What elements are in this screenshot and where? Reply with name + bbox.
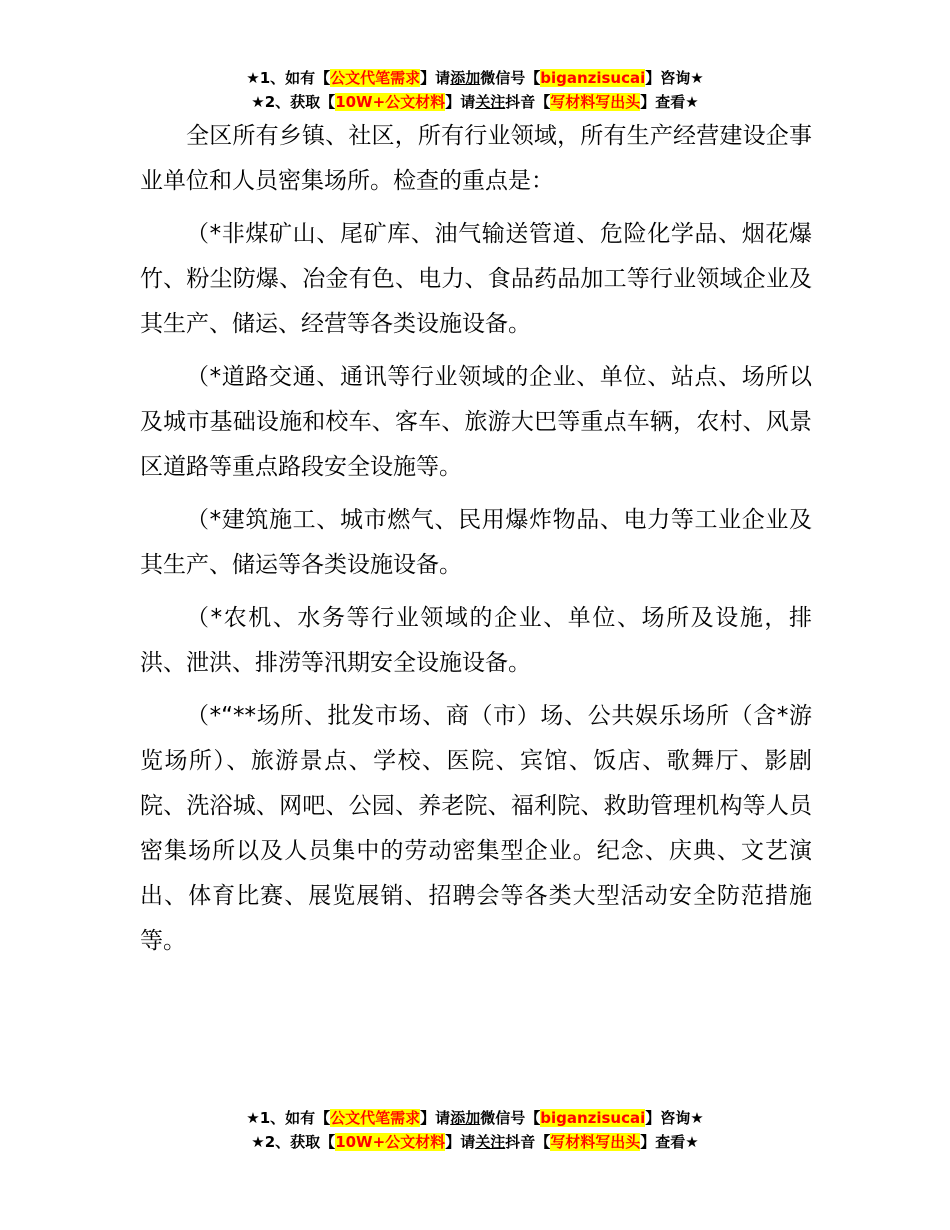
banner-text: 】请: [445, 93, 476, 111]
highlight-service: 公文代笔需求: [330, 1109, 421, 1127]
banner-line-1: [0, 66, 950, 90]
banner-emphasis: 关注: [475, 93, 506, 111]
banner-text: 】请: [420, 1109, 451, 1127]
paragraph-item: （*道路交通、通讯等行业领域的企业、单位、站点、场所以及城市基础设施和校车、客车、旅游大巴等重点车辆，农村、风景区道路等重点路段安全设施等。: [140, 364, 812, 480]
banner-text: 】查看★: [640, 1133, 699, 1151]
banner-text: 】请: [420, 69, 451, 87]
document-body: [140, 114, 812, 972]
paragraph-scope: 全区所有乡镇、社区，所有行业领域，所有生产经营建设企事业单位和人员密集场所。检查的重点是：: [140, 123, 812, 194]
highlight-service: 公文代笔需求: [330, 69, 421, 87]
banner-text: ★2、获取【: [251, 1133, 336, 1151]
paragraph-item: （*“**场所、批发市场、商（市）场、公共娱乐场所（含*游览场所）、旅游景点、学校、医院、宾馆、饭店、歌舞厅、影剧院、洗浴城、网吧、公园、养老院、福利院、救助管理机构等人员密集场所以及人员集中的劳动密集型企业。纪念、庆典、文艺演出、体育比赛、展览展销、招聘会等各类大型活动安全防范措施等。: [140, 703, 812, 954]
paragraph-item: （*农机、水务等行业领域的企业、单位、场所及设施，排洪、泄洪、排涝等汛期安全设施设备。: [140, 605, 812, 676]
banner-text: 】请: [445, 1133, 476, 1151]
banner-emphasis: 添加: [450, 1109, 481, 1127]
banner-text: ★1、如有【: [246, 1109, 331, 1127]
banner-text: 】咨询★: [645, 69, 704, 87]
paragraph-item: （*非煤矿山、尾矿库、油气输送管道、危险化学品、烟花爆竹、粉尘防爆、冶金有色、电力、食品药品加工等行业领域企业及其生产、储运、经营等各类设施设备。: [140, 221, 812, 337]
banner-text: 抖音【: [505, 1133, 551, 1151]
banner-emphasis: 添加: [450, 69, 481, 87]
banner-text: 微信号【: [480, 1109, 541, 1127]
footer-banner: [0, 1106, 950, 1154]
banner-text: ★1、如有【: [246, 69, 331, 87]
highlight-douyin-account: 写材料写出头: [550, 93, 641, 111]
banner-text: 】咨询★: [645, 1109, 704, 1127]
highlight-materials: 10W+公文材料: [335, 93, 446, 111]
banner-text: 微信号【: [480, 69, 541, 87]
banner-text: 抖音【: [505, 93, 551, 111]
banner-line-2: [0, 1130, 950, 1154]
highlight-wechat-id: biganzisucai: [540, 1109, 646, 1127]
highlight-wechat-id: biganzisucai: [540, 69, 646, 87]
header-banner: [0, 66, 950, 114]
banner-line-2: [0, 90, 950, 114]
highlight-materials: 10W+公文材料: [335, 1133, 446, 1151]
banner-text: 】查看★: [640, 93, 699, 111]
banner-text: ★2、获取【: [251, 93, 336, 111]
paragraph-item: （*建筑施工、城市燃气、民用爆炸物品、电力等工业企业及其生产、储运等各类设施设备。: [140, 507, 812, 578]
highlight-douyin-account: 写材料写出头: [550, 1133, 641, 1151]
banner-line-1: [0, 1106, 950, 1130]
banner-emphasis: 关注: [475, 1133, 506, 1151]
